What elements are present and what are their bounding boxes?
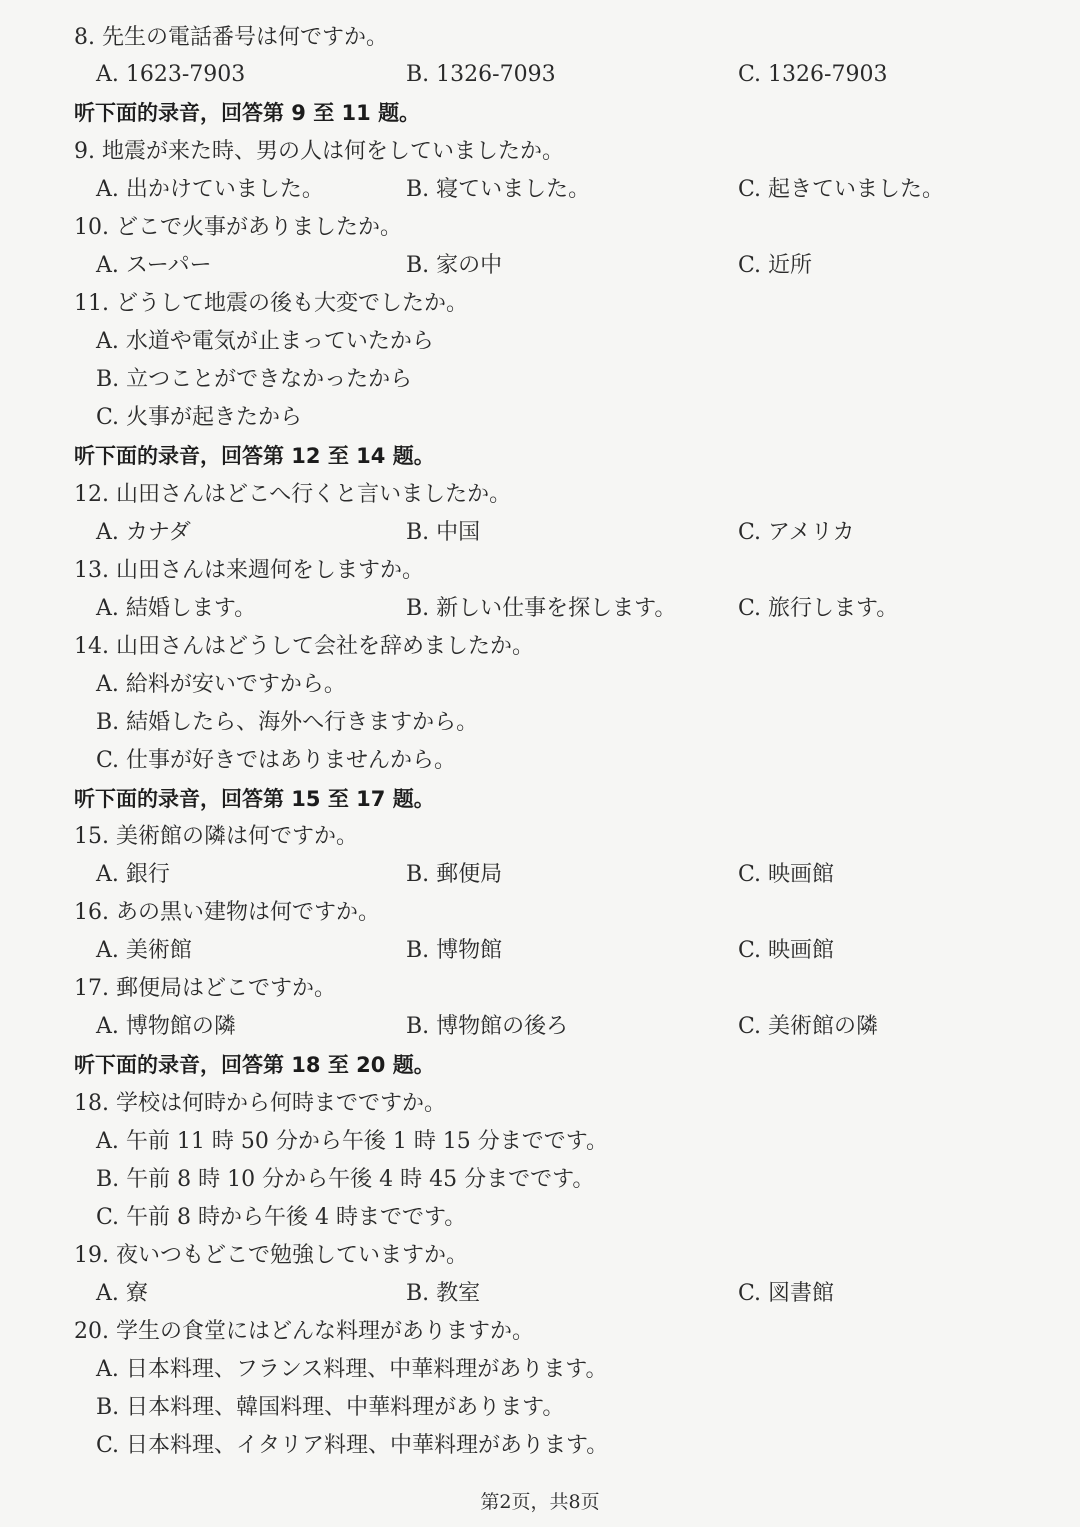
option-a: A. 寮 [96,1281,148,1306]
question-17: 17. 郵便局はどこですか。 [74,976,336,1001]
option-a: A. スーパー [96,253,212,278]
option-b: B. 1326-7093 [406,62,556,87]
option-c: C. 近所 [738,253,813,278]
option-c: C. アメリカ [738,520,855,545]
option-a: A. 水道や電気が止まっていたから [96,329,434,354]
option-b: B. 教室 [406,1281,481,1306]
option-b: B. 立つことができなかったから [96,367,413,392]
question-20: 20. 学生の食堂にはどんな料理がありますか。 [74,1319,534,1344]
option-c: C. 図書館 [738,1281,835,1306]
option-b: B. 新しい仕事を探します。 [406,596,677,621]
option-b: B. 博物館の後ろ [406,1014,569,1039]
question-16: 16. あの黒い建物は何ですか。 [74,900,380,925]
option-a: A. 出かけていました。 [96,177,324,202]
question-15: 15. 美術館の隣は何ですか。 [74,824,358,849]
option-a: A. 1623-7903 [96,62,246,87]
question-11: 11. どうして地震の後も大変でしたか。 [74,291,468,316]
question-8: 8. 先生の電話番号は何ですか。 [74,25,388,50]
section-heading-18-20: 听下面的录音，回答第 18 至 20 题。 [74,1053,435,1077]
question-18: 18. 学校は何時から何時までですか。 [74,1091,446,1116]
question-13: 13. 山田さんは来週何をしますか。 [74,558,424,583]
option-b: B. 郵便局 [406,862,503,887]
option-a: A. 給料が安いですから。 [96,672,346,697]
option-a: A. 結婚します。 [96,596,257,621]
section-heading-12-14: 听下面的录音，回答第 12 至 14 题。 [74,444,435,468]
option-c: C. 映画館 [738,938,835,963]
option-b: B. 寝ていました。 [406,177,591,202]
option-a: A. 日本料理、フランス料理、中華料理があります。 [96,1357,608,1382]
question-9: 9. 地震が来た時、男の人は何をしていましたか。 [74,139,564,164]
page-number: 第2页，共8页 [480,1491,600,1513]
section-heading-15-17: 听下面的录音，回答第 15 至 17 题。 [74,787,435,811]
question-10: 10. どこで火事がありましたか。 [74,215,402,240]
option-a: A. カナダ [96,520,191,545]
option-c: C. 旅行します。 [738,596,899,621]
question-19: 19. 夜いつもどこで勉強していますか。 [74,1243,468,1268]
option-c: C. 仕事が好きではありませんから。 [96,748,457,773]
question-12: 12. 山田さんはどこへ行くと言いましたか。 [74,482,512,507]
option-c: C. 日本料理、イタリア料理、中華料理があります。 [96,1433,609,1458]
option-c: C. 起きていました。 [738,177,945,202]
option-c: C. 火事が起きたから [96,405,303,430]
option-b: B. 博物館 [406,938,503,963]
option-a: A. 銀行 [96,862,170,887]
option-c: C. 午前 8 時から午後 4 時までです。 [96,1205,467,1230]
option-b: B. 家の中 [406,253,503,278]
section-heading-9-11: 听下面的录音，回答第 9 至 11 题。 [74,101,421,125]
option-c: C. 1326-7903 [738,62,888,87]
question-14: 14. 山田さんはどうして会社を辞めましたか。 [74,634,534,659]
option-a: A. 博物館の隣 [96,1014,236,1039]
option-b: B. 結婚したら、海外へ行きますから。 [96,710,479,735]
option-b: B. 中国 [406,520,481,545]
option-c: C. 映画館 [738,862,835,887]
option-b: B. 日本料理、韓国料理、中華料理があります。 [96,1395,565,1420]
option-a: A. 午前 11 時 50 分から午後 1 時 15 分までです。 [96,1129,609,1154]
option-a: A. 美術館 [96,938,192,963]
option-c: C. 美術館の隣 [738,1014,879,1039]
option-b: B. 午前 8 時 10 分から午後 4 時 45 分までです。 [96,1167,595,1192]
